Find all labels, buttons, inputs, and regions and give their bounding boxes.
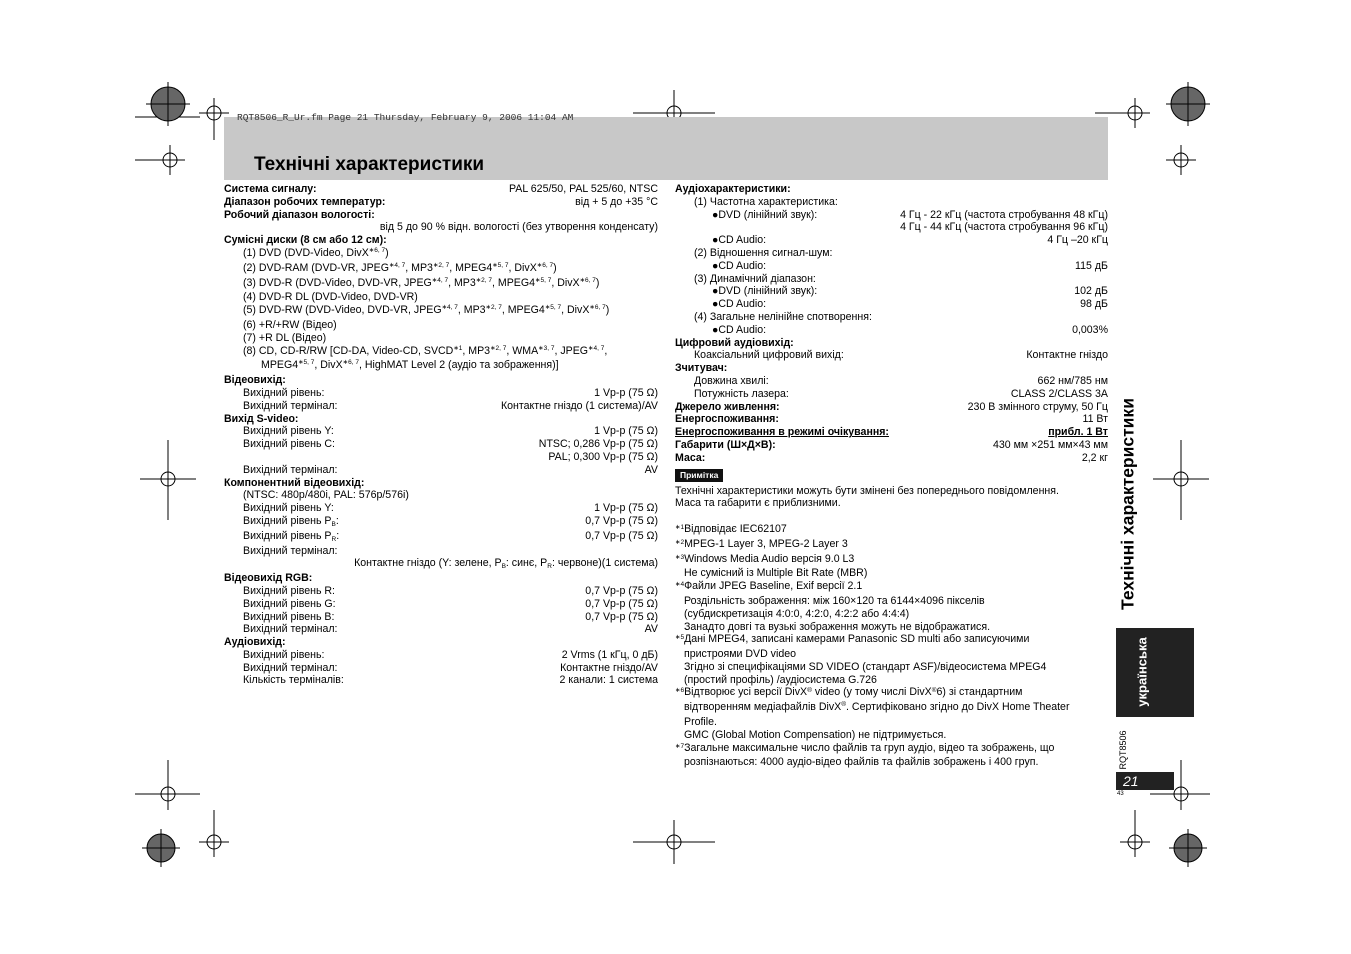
language-tab: українська [1116,628,1194,717]
disc-item: (5) DVD-RW (DVD-Video, DVD-VR, $JPEG^{∗4, 7}$, $MP3^{∗2, 7}$, $MPEG4^{∗5, 7}$, DivX$^{∗6, 7}$) [243,304,610,317]
spec-row: Вихідний термінал: Контактне гніздо (1 система)/AV [243,399,658,412]
disc-item: (1) DVD (DVD-Video, DivX$^{∗6, 7}$) [243,246,389,259]
footnote-cont: Не сумісний із Multiple Bit Rate (MBR) [684,567,868,580]
spec-row: Вихідний рівень G: 0,7 Vp-p (75 Ω) [243,597,658,610]
spec-label: (2) Відношення сигнал-шум: [694,246,833,259]
spec-label: (3) Динамічний діапазон: [694,272,816,285]
footnote: $^{∗4}$Файли JPEG Baseline, Exif версії 2.1 [675,580,863,593]
spec-row: ●CD Audio: 4 Гц –20 кГц [712,234,1108,247]
footnote: $^{∗1}$Відповідає IEC62107 [675,522,787,535]
spec-heading: Робочий діапазон вологості: [224,208,375,221]
spec-row: ●CD Audio: 0,003% [712,323,1108,336]
spec-value: (NTSC: 480p/480i, PAL: 576p/576i) [243,489,409,502]
footnote-cont: Роздільність зображення: між 160×120 та 6144×4096 пікселів [684,594,985,607]
spec-row: Кількість терміналів: 2 канали: 1 система [243,674,658,687]
spec-value: від 5 до 90 % відн. вологості (без утворення конденсату) [379,221,658,234]
spec-row: Енергоспоживання в режимі очікування: прибл. 1 Вт [675,426,1108,439]
file-info-line: RQT8506_R_Ur.fm Page 21 Thursday, February 9, 2006 11:04 AM [237,112,574,123]
spec-heading: Компонентний відеовихід: [224,476,365,489]
spec-label: (1) Частотна характеристика: [694,195,838,208]
footnote-cont: Згідно зі специфікаціями SD VIDEO (стандарт ASF)/відеосистема MPEG4 [684,660,1047,673]
spec-row: Вихідний рівень C: NTSC; 0,286 Vp-p (75 Ω) [243,438,658,451]
footnote: $^{∗2}$MPEG-1 Layer 3, MPEG-2 Layer 3 [675,537,848,550]
right-column [675,183,1108,769]
footnote-cont: (простий профіль) /аудіосистема G.726 [684,673,877,686]
spec-label: (4) Загальне нелінійне спотворення: [694,310,872,323]
spec-row: Маса: 2,2 кг [675,451,1108,464]
footnote: $^{∗5}$Дані MPEG4, записані камерами Panasonic SD multi або записуючими [675,633,1030,646]
disc-item: (2) DVD-RAM (DVD-VR, $JPEG^{∗4, 7}$, $MP3^{∗2, 7}$, $MPEG4^{∗5, 7}$, DivX$^{∗6, 7}$) [243,261,557,274]
note-badge: Примітка [675,469,723,482]
spec-row: Вихідний рівень: 1 Vp-p (75 Ω) [243,386,658,399]
disc-item: (7) +R DL (Відео) [243,331,327,344]
page-number: 21 [1116,772,1174,790]
spec-row: Енергоспоживання: 11 Вт [675,413,1108,426]
footnote: $^{∗3}$Windows Media Audio версія 9.0 L3 [675,552,855,565]
footnote: $^{∗6}$Відтворює усі версії DivX® video (у тому числі DivX®6) зі стандартним [675,686,1023,699]
spec-heading: Аудіохарактеристики: [675,183,791,195]
disc-item: (4) DVD-R DL (DVD-Video, DVD-VR) [243,291,418,304]
spec-heading: Відеовихід RGB: [224,572,313,585]
spec-row: Вихідний рівень B: 0,7 Vp-p (75 Ω) [243,610,658,623]
left-column [224,183,658,687]
footnote-cont: Profile. [684,716,717,729]
spec-row: Вихідний рівень PR: 0,7 Vp-p (75 Ω) [243,529,658,543]
spec-row: Джерело живлення: 230 В змінного струму, 50 Гц [675,400,1108,413]
disc-item: (3) DVD-R (DVD-Video, DVD-VR, $JPEG^{∗4, 7}$, $MP3^{∗2, 7}$, $MPEG4^{∗5, 7}$, DivX$^{∗6, 7}$) [243,276,600,289]
spec-row: ●CD Audio: 115 дБ [712,259,1108,272]
footnote-cont: розпізнаються: 4000 аудіо-відео файлів та файлів зображень і 400 груп. [684,756,1039,769]
spec-value: 4 Гц - 44 кГц (частота стробування 96 кГц) [900,221,1108,234]
spec-heading: Аудіовихід: [224,636,286,649]
spec-heading: Зчитувач: [675,362,728,375]
spec-row: ●DVD (лінійний звук): 102 дБ [712,285,1108,298]
spec-row: Вихідний рівень Y: 1 Vp-p (75 Ω) [243,502,658,515]
spec-row: ●CD Audio: 98 дБ [712,298,1108,311]
sidebar-section-title: Технічні характеристики [1117,398,1138,610]
spec-heading: Сумісні диски (8 см або 12 см): [224,234,387,247]
spec-row: Система сигналу: PAL 625/50, PAL 525/60, NTSC [224,183,658,195]
footnote-cont: пристроями DVD video [684,648,796,661]
page-title: Технічні характеристики [254,154,485,175]
note-text: Маса та габарити є приблизними. [675,497,841,510]
spec-row: Діапазон робочих температур: від + 5 до +35 °C [224,195,658,208]
page-number-small: 43 [1117,791,1124,797]
spec-row: Вихідний термінал: AV [243,623,658,636]
spec-row: Вихідний рівень R: 0,7 Vp-p (75 Ω) [243,584,658,597]
spec-row: Коаксіальний цифровий вихід: Контактне гніздо [694,349,1108,362]
disc-item: $MPEG4^{∗5, 7}$, DivX$^{∗6, 7}$, HighMAT Level 2 (аудіо та зображення)] [261,359,559,372]
note-text: Технічні характеристики можуть бути змінені без попереднього повідомлення. [675,484,1059,497]
spec-heading: Цифровий аудіовихід: [675,336,794,349]
footnote-cont: (субдискретизація 4:0:0, 4:2:0, 4:2:2 або 4:4:4) [684,607,910,620]
spec-row: Вихідний рівень: 2 Vrms (1 кГц, 0 дБ) [243,648,658,661]
spec-value: Контактне гніздо (Y: зелене, PB: синє, PR: червоне)(1 система) [354,557,658,571]
spec-heading: Відеовихід: [224,374,286,387]
spec-row: Вихідний термінал: Контактне гніздо/AV [243,661,658,674]
spec-row: ●DVD (лінійний звук): 4 Гц - 22 кГц (частота стробування 48 кГц) [712,208,1108,221]
spec-row: Вихідний рівень PB: 0,7 Vp-p (75 Ω) [243,514,658,528]
footnote-cont: GMC (Global Motion Compensation) не підтримується. [684,728,947,741]
footnote-cont: Занадто довгі та вузькі зображення можуть не відображатися. [684,620,991,633]
spec-heading: Вихід S-video: [224,412,299,425]
spec-value: PAL; 0,300 Vp-p (75 Ω) [548,450,658,463]
spec-row: Габарити (Ш×Д×В): 430 мм ×251 мм×43 мм [675,438,1108,451]
footnote: $^{∗7}$Загальне максимальне число файлів та груп аудіо, відео та зображень, що [675,741,1055,754]
footnote-cont: відтворенням медіафайлів DivX®. Сертифіковано згідно до DivX Home Theater [684,701,1070,714]
spec-label: Вихідний термінал: [243,544,338,557]
spec-row: Потужність лазера: CLASS 2/CLASS 3A [694,387,1108,400]
disc-item: (8) CD, CD-R/RW [CD-DA, Video-CD, $SVCD^{∗1}$, $MP3^{∗2, 7}$, $WMA^{∗3, 7}$, $JPEG^{∗4, 7}$, [243,344,608,357]
model-code: RQT8506 [1118,730,1128,770]
spec-row: Вихідний термінал: AV [243,463,658,476]
disc-item: (6) +R/+RW (Відео) [243,318,337,331]
spec-row: Вихідний рівень Y: 1 Vp-p (75 Ω) [243,425,658,438]
spec-row: Довжина хвилі: 662 нм/785 нм [694,374,1108,387]
